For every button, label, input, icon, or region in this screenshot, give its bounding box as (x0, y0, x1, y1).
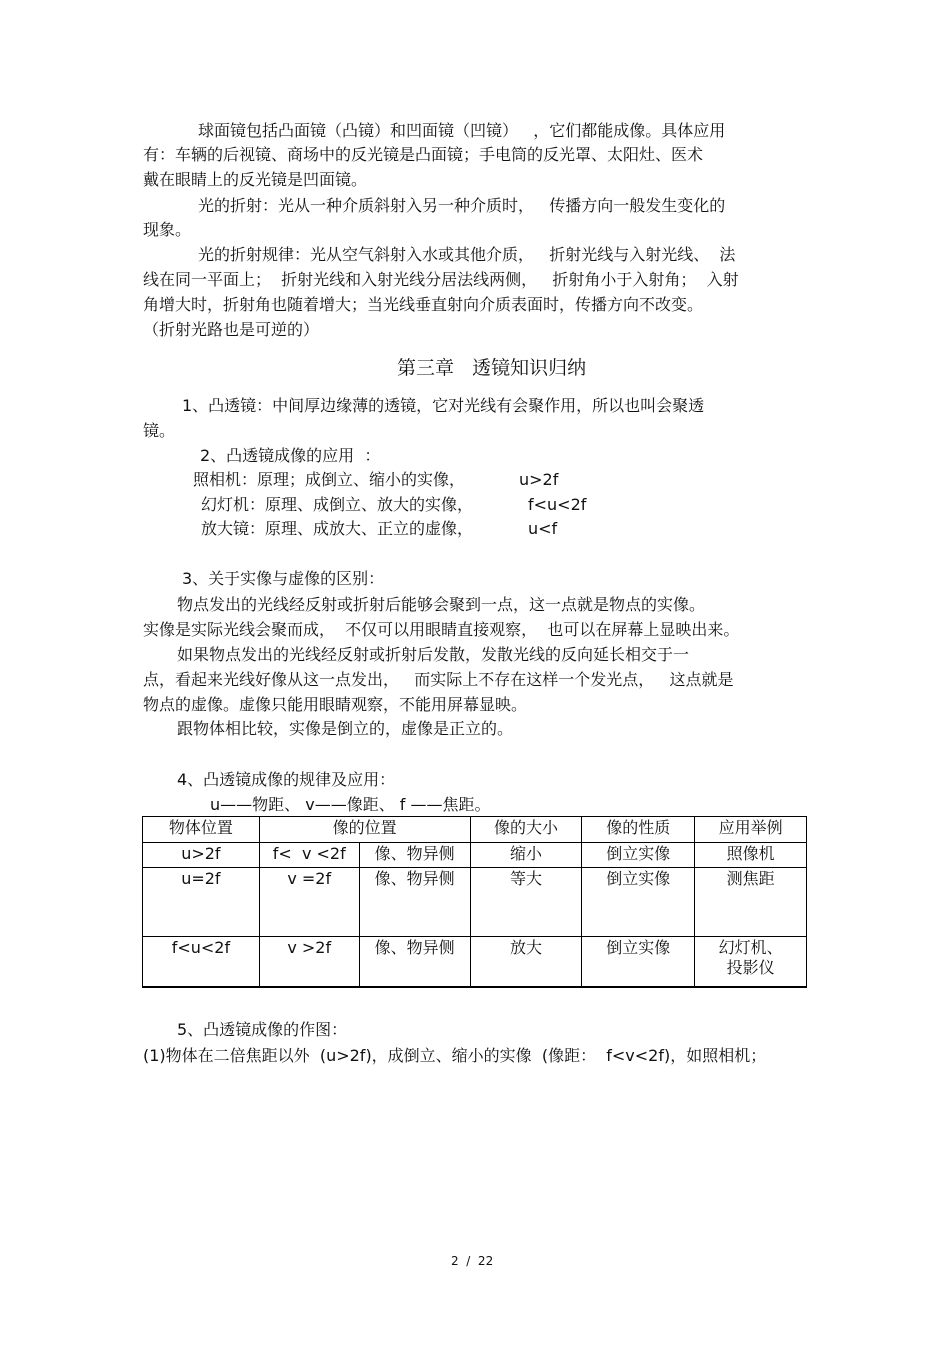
application-projector: 幻灯机：原理、成倒立、放大的实像， (201, 495, 474, 514)
table-cell: 像、物异侧 (359, 868, 470, 937)
section-heading: 5、凸透镜成像的作图： (177, 1020, 348, 1039)
paragraph-line: 1、凸透镜：中间厚边缘薄的透镜，它对光线有会聚作用，所以也叫会聚透 (182, 396, 705, 415)
table-cell: 等大 (470, 868, 582, 937)
paragraph-line: 镜。 (143, 421, 176, 440)
table-cell: 倒立实像 (582, 868, 695, 937)
paragraph-line: 戴在眼睛上的反光镜是凹面镜。 (143, 170, 368, 189)
paragraph-line: 光的折射规律：光从空气斜射入水或其他介质， 折射光线与入射光线、 法 (198, 245, 736, 264)
paragraph-line: 实像是实际光线会聚而成， 不仅可以用眼睛直接观察， 也可以在屏幕上显映出来。 (143, 620, 740, 639)
paragraph-line: 如果物点发出的光线经反射或折射后发散，发散光线的反向延长相交于一 (177, 645, 690, 664)
paragraph-line: （折射光路也是可逆的） (143, 320, 320, 339)
paragraph-line: 球面镜包括凸面镜（凸镜）和凹面镜（凹镜） ，它们都能成像。具体应用 (198, 121, 726, 140)
section-heading: 3、关于实像与虚像的区别： (182, 569, 385, 588)
paragraph-line: 点，看起来光线好像从这一点发出， 而实际上不存在这样一个发光点， 这点就是 (143, 670, 734, 689)
table-cell: 缩小 (470, 843, 582, 868)
table-cell: 照像机 (695, 843, 807, 868)
paragraph-line: 物点发出的光线经反射或折射后能够会聚到一点，这一点就是物点的实像。 (177, 595, 706, 614)
table-cell: u>2f (143, 843, 260, 868)
application-magnifier-condition: u<f (528, 519, 558, 538)
paragraph-line: 跟物体相比较，实像是倒立的，虚像是正立的。 (177, 719, 514, 738)
table-cell: 像、物异侧 (359, 843, 470, 868)
table-cell: 倒立实像 (582, 937, 695, 987)
paragraph-line: (1)物体在二倍焦距以外 (u>2f)，成倒立、缩小的实像 (像距： f<v<2f)，如照相机； (143, 1046, 767, 1065)
table-cell: 倒立实像 (582, 843, 695, 868)
table-cell: 幻灯机、 投影仪 (695, 937, 807, 987)
table-header-cell: 像的性质 (582, 817, 695, 843)
table-header-cell: 物体位置 (143, 817, 260, 843)
table-header-cell: 应用举例 (695, 817, 807, 843)
paragraph-line: 线在同一平面上； 折射光线和入射光线分居法线两侧， 折射角小于入射角； 入射 (143, 270, 739, 289)
table-cell: v >2f (259, 937, 359, 987)
table-header-cell: 像的大小 (470, 817, 582, 843)
section-heading: 4、凸透镜成像的规律及应用： (177, 770, 396, 789)
table-cell: 测焦距 (695, 868, 807, 937)
application-projector-condition: f<u<2f (528, 495, 587, 514)
application-magnifier: 放大镜：原理、成放大、正立的虚像， (201, 519, 474, 538)
table-cell: u=2f (143, 868, 260, 937)
table-header-row (143, 817, 807, 843)
table-row (143, 937, 807, 987)
application-camera-condition: u>2f (519, 470, 559, 489)
paragraph-line: 有：车辆的后视镜、商场中的反光镜是凸面镜；手电筒的反光罩、太阳灶、医术 (143, 145, 704, 164)
symbol-legend: u——物距、 v——像距、 f ——焦距。 (210, 795, 491, 814)
paragraph-line: 物点的虚像。虚像只能用眼睛观察，不能用屏幕显映。 (143, 695, 528, 714)
lens-rules-table (142, 816, 807, 988)
paragraph-line: 现象。 (143, 220, 192, 239)
table-cell: 像、物异侧 (359, 937, 470, 987)
table-row (143, 868, 807, 937)
table-cell: v =2f (259, 868, 359, 937)
table-header-cell: 像的位置 (259, 817, 470, 843)
chapter-title: 第三章 透镜知识归纳 (397, 357, 587, 379)
table-cell: f< v <2f (259, 843, 359, 868)
table-cell: f<u<2f (143, 937, 260, 987)
paragraph-line: 角增大时，折射角也随着增大；当光线垂直射向介质表面时，传播方向不改变。 (143, 295, 704, 314)
list-heading: 2、凸透镜成像的应用 ： (200, 446, 381, 465)
table-row (143, 843, 807, 868)
page-number: 2 / 22 (451, 1254, 494, 1268)
paragraph-line: 光的折射：光从一种介质斜射入另一种介质时， 传播方向一般发生变化的 (198, 196, 726, 215)
application-camera: 照相机：原理；成倒立、缩小的实像， (193, 470, 466, 489)
table-cell: 放大 (470, 937, 582, 987)
